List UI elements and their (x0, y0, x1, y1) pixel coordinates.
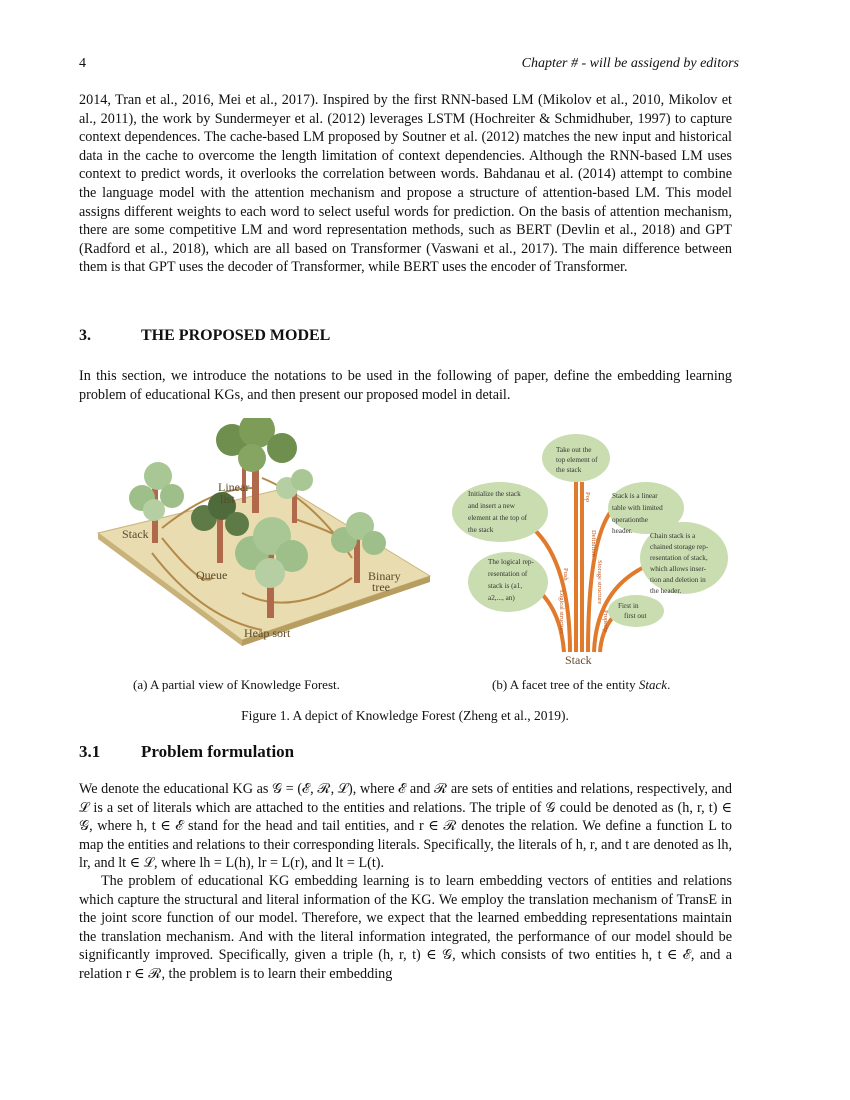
cloud-right-1-line: table with limited (612, 504, 663, 512)
page-header (79, 56, 739, 74)
branch-label-logical: Logical structure (558, 590, 565, 635)
branch-label-definition: Definition (590, 530, 597, 557)
chapter-title: Chapter # - will be assigend by editors (521, 56, 739, 71)
subcaption-b-suffix: . (667, 677, 671, 692)
cloud-left-2-line: resentation of (488, 570, 528, 578)
cloud-left-1-line: Initialize the stack (468, 490, 521, 498)
cloud-right-3-line: first out (624, 612, 647, 620)
page-number: 4 (79, 56, 86, 71)
cloud-top-line: Take out the (556, 446, 592, 454)
label-linear-list-2: list (220, 492, 235, 506)
label-stack: Stack (122, 527, 149, 541)
formulation-paragraph-1: We denote the educational KG as 𝒢 = (ℰ, ℛ, ℒ), where ℰ and ℛ are sets of entities and relations, respectively, and ℒ is a set of literals which are attached to the entities and relations. The triple of 𝒢 could be denoted as (h, r, t) ∈ 𝒢, where h, t ∈ ℰ stand for the head and tail entities, and r ∈ ℛ denotes the relation. We define a function L to map the entities and relations to their corresponding literals. Specifically, the literals of h, r, and t are denoted as lh, lr, and lt ∈ ℒ, where lh = L(h), lr = L(r), and lt = L(t). (79, 781, 732, 872)
label-linear-list-1: Linear (218, 480, 250, 494)
cloud-top-line: top element of (556, 456, 598, 464)
subsection-number: 3.1 (79, 742, 101, 761)
cloud-left-1-line: and insert a new (468, 502, 515, 510)
label-binary-tree-2: tree (372, 580, 390, 594)
cloud-right-2-line: the header. (650, 587, 682, 595)
knowledge-forest-figure (92, 418, 432, 666)
intro-paragraph: 2014, Tran et al., 2016, Mei et al., 2017). Inspired by the first RNN-based LM (Mikolov et al., 2010, Mikolov et al., 2011), the work by Sundermeyer et al. (2012) leverages LSTM (Hochreiter & Schmidhuber, 1997) to capture context dependences. The cache-based LM proposed by Soutner et al. (2012) matches the new input and historical data in the cache to overcome the length limitation of context dependencies. Although the RNN-based LM uses context to predict words, it overlooks the correlation between words. Bahdanau et al. (2014) attempt to combine the language model with the attention mechanism and propose a structure of attention-based LM. This model assigns different weights to each word to select useful words for prediction. On the basis of attention mechanism, there are some competitive LM and word representation methods, such as BERT (Devlin et al., 2018) and GPT (Radford et al., 2018), which are all based on Transformer (Vaswani et al., 2017). The main difference between them is that GPT uses the decoder of Transformer, while BERT uses the encoder of Transformer. (79, 92, 732, 276)
facet-root-label: Stack (565, 653, 592, 667)
section-heading (79, 327, 330, 345)
section-number: 3. (79, 327, 91, 344)
section-paragraph: In this section, we introduce the notations to be used in the following of paper, define the embedding learning problem of educational KGs, and then present our proposed model in detail. (79, 368, 732, 403)
facet-tree-figure (452, 430, 734, 668)
subsection-heading (79, 742, 294, 762)
formulation-paragraph-2: The problem of educational KG embedding learning is to learn embedding vectors of entities and relations which capture the structural and literal information of the KG. We employ the translation mechanism of TransE in the joint score function of our model. Therefore, we expect that the learned embedding representations maintain the translation mechanism. And with the literal information integrated, the performance of our model should be significantly improved. Specifically, given a triple (h, r, t) ∈ 𝒢, which consists of two entities h, t ∈ ℰ, and a relation r ∈ ℛ, the problem is to learn their embedding (79, 873, 732, 982)
cloud-top-line: the stack (556, 466, 582, 474)
cloud-right-2-line: Chain stack is a (650, 532, 696, 540)
cloud-right-2-line: resentation of stack, (650, 554, 708, 562)
cloud-right-1-line: operationthe (612, 516, 648, 524)
subsection-title: Problem formulation (141, 742, 295, 761)
cloud-left-2-line: stack is (a1, (488, 582, 523, 590)
cloud-left-1-line: element at the top of (468, 514, 528, 522)
cloud-left-2-line: a2,..., an) (488, 594, 515, 602)
cloud-right-2-line: tion and deletion in (650, 576, 706, 584)
subcaption-b-prefix: (b) A facet tree of the entity (492, 677, 639, 692)
cloud-right-3-line: First in (618, 602, 639, 610)
cloud-left-2-line: The logical rep- (488, 558, 534, 566)
label-heap-sort: Heap sort (244, 626, 291, 640)
subcaption-b (492, 677, 670, 693)
cloud-right-3 (608, 595, 664, 627)
branch-label-property: Property (602, 610, 609, 633)
label-queue: Queue (196, 568, 228, 582)
branch-label-storage: Storage structure (596, 560, 603, 605)
subcaption-b-entity: Stack (638, 677, 668, 692)
subcaption-a: (a) A partial view of Knowledge Forest. (133, 677, 340, 692)
label-binary-tree-1: Binary (368, 569, 401, 583)
cloud-right-1-line: Stack is a linear (612, 492, 658, 500)
cloud-left-1-line: the stack (468, 526, 494, 534)
branch-label-push: Push (562, 568, 569, 581)
cloud-right-2-line: which allows inser- (650, 565, 707, 573)
branch-label-pop: Pop (584, 492, 591, 503)
cloud-right-1-line: header. (612, 527, 633, 535)
section-title: THE PROPOSED MODEL (141, 327, 331, 344)
figure-caption: Figure 1. A depict of Knowledge Forest (Zheng et al., 2019). (241, 708, 569, 723)
cloud-right-2-line: chained storage rep- (650, 543, 709, 551)
